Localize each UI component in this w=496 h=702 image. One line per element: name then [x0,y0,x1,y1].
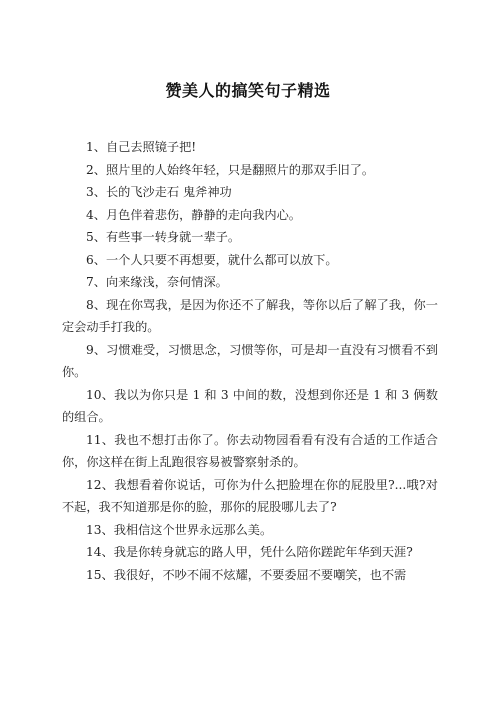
list-item: 5、有些事一转身就一辈子。 [86,230,241,244]
list-item: 15、我很好，不吵不闹不炫耀，不要委屈不要嘲笑，也不需 [86,567,407,582]
list-item: 9、习惯难受，习惯思念，习惯等你，可是却一直没有习惯看不到你。 [62,342,438,379]
list-item: 10、我以为你只是 1 和 3 中间的数，没想到你还是 1 和 3 俩数的组合。 [62,387,438,424]
list-item: 12、我想看着你说话，可你为什么把脸埋在你的屁股里?...哦?对不起，我不知道那是你的脸，那你的屁股哪儿去了? [62,477,438,514]
document-title: 赞美人的搞笑句子精选 [165,81,331,100]
list-item: 4、月色伴着悲伤，静静的走向我内心。 [86,207,301,222]
list-item: 3、长的飞沙走石 鬼斧神功 [86,185,232,199]
list-item: 2、照片里的人始终年轻，只是翻照片的那双手旧了。 [86,162,375,177]
list-item: 14、我是你转身就忘的路人甲，凭什么陪你蹉跎年华到天涯? [86,545,413,559]
list-item: 8、现在你骂我，是因为你还不了解我，等你以后了解了我，你一定会动手打我的。 [62,297,438,334]
list-item: 1、自己去照镜子把! [86,140,197,154]
list-item: 6、一个人只要不再想要，就什么都可以放下。 [86,252,338,267]
list-item: 11、我也不想打击你了。你去动物园看看有没有合适的工作适合你，你这样在街上乱跑很容易被警察射杀的。 [62,432,438,469]
list-item: 7、向来缘浅，奈何情深。 [86,275,228,289]
item-list [62,136,438,586]
list-item: 13、我相信这个世界永远那么美。 [86,522,273,537]
